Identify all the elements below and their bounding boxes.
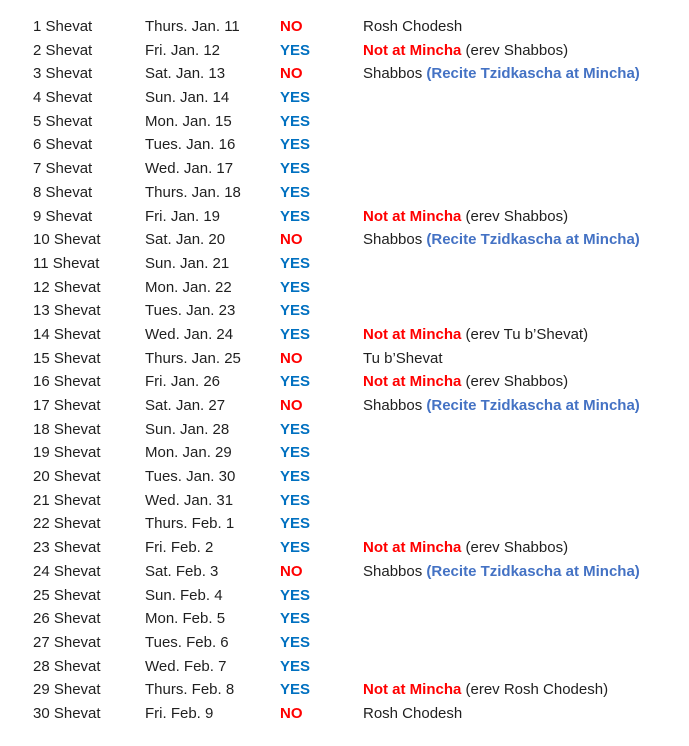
table-row [0,655,689,679]
tachanun-status: YES [280,468,311,486]
gregorian-date: Mon. Feb. 5 [145,610,226,628]
tachanun-status: YES [280,112,311,130]
tachanun-status: YES [280,657,311,675]
table-row [0,370,689,394]
table-row [0,702,689,726]
hebrew-date: 2 Shevat [33,41,93,59]
table-row [0,631,689,655]
table-row [0,418,689,442]
hebrew-date: 19 Shevat [33,444,101,462]
table-row [0,62,689,86]
hebrew-date: 3 Shevat [33,65,93,83]
tachanun-status: YES [280,41,311,59]
tachanun-status: YES [280,254,311,272]
tachanun-status: NO [280,231,303,249]
table-row [0,133,689,157]
hebrew-date: 9 Shevat [33,207,93,225]
gregorian-date: Sun. Jan. 21 [145,254,230,272]
note-text: Shabbos [363,562,427,580]
note-instruction: (Recite Tzidkascha at Mincha) [426,65,640,83]
tachanun-status: NO [280,704,303,722]
hebrew-date: 8 Shevat [33,183,93,201]
note [363,560,640,584]
hebrew-date: 5 Shevat [33,112,93,130]
gregorian-date: Thurs. Feb. 8 [145,681,235,699]
note [363,536,568,560]
note-warning: Not at Mincha [363,325,462,343]
tachanun-status: YES [280,302,311,320]
tachanun-status: NO [280,397,303,414]
gregorian-date: Sun. Jan. 28 [145,420,230,438]
hebrew-date: 26 Shevat [33,610,101,628]
gregorian-date: Fri. Jan. 19 [145,207,221,225]
tachanun-status: YES [280,610,311,628]
tachanun-status: YES [280,183,311,201]
gregorian-date: Sat. Jan. 13 [145,65,226,83]
table-row [0,205,689,229]
hebrew-date: 7 Shevat [33,160,93,178]
note [363,205,568,229]
hebrew-date: 27 Shevat [33,633,101,651]
hebrew-date: 18 Shevat [33,420,101,438]
gregorian-date: Sun. Feb. 4 [145,586,223,604]
table-row [0,465,689,489]
note-text: (erev Shabbos) [461,373,569,391]
table-row [0,441,689,465]
note [363,323,588,347]
table-row [0,276,689,300]
hebrew-date: 29 Shevat [33,681,101,699]
hebrew-date: 20 Shevat [33,468,101,486]
gregorian-date: Wed. Jan. 17 [145,160,234,178]
note [363,678,608,702]
note [363,394,640,418]
tachanun-status: YES [280,539,311,557]
hebrew-date: 16 Shevat [33,373,101,391]
note-text: (erev Tu b’Shevat) [461,325,589,343]
note [363,228,640,252]
gregorian-date: Thurs. Jan. 18 [145,183,241,201]
hebrew-date: 22 Shevat [33,515,101,533]
table-row [0,347,689,371]
note-instruction: (Recite Tzidkascha at Mincha) [426,397,640,414]
gregorian-date: Mon. Jan. 22 [145,278,232,296]
hebrew-date: 24 Shevat [33,562,101,580]
hebrew-date: 14 Shevat [33,325,101,343]
gregorian-date: Thurs. Jan. 11 [145,18,240,35]
gregorian-date: Tues. Jan. 16 [145,136,236,154]
hebrew-date: 1 Shevat [33,18,93,35]
note-text: Shabbos [363,65,427,83]
hebrew-date: 28 Shevat [33,657,101,675]
note-warning: Not at Mincha [363,681,462,699]
hebrew-date: 25 Shevat [33,586,101,604]
table-row [0,228,689,252]
table-row [0,560,689,584]
gregorian-date: Tues. Feb. 6 [145,633,229,651]
hebrew-date: 10 Shevat [33,231,101,249]
table-row [0,252,689,276]
gregorian-date: Mon. Jan. 29 [145,444,232,462]
tachanun-status: YES [280,325,311,343]
gregorian-date: Sat. Jan. 20 [145,231,226,249]
tachanun-status: YES [280,420,311,438]
tachanun-status: NO [280,18,303,35]
tachanun-status: NO [280,349,303,367]
table-row [0,536,689,560]
table-row [0,39,689,63]
note-warning: Not at Mincha [363,207,462,225]
table-row [0,489,689,513]
tachanun-status: YES [280,444,311,462]
table-row [0,607,689,631]
tachanun-status: YES [280,89,311,107]
tachanun-status: NO [280,562,303,580]
table-row [0,299,689,323]
gregorian-date: Sat. Jan. 27 [145,397,226,414]
note-text: (erev Shabbos) [461,41,569,59]
gregorian-date: Wed. Feb. 7 [145,657,227,675]
note [363,62,640,86]
tachanun-status: NO [280,65,303,83]
note-text: (erev Shabbos) [461,539,569,557]
table-row [0,110,689,134]
note-text: Rosh Chodesh [363,704,463,722]
tachanun-status: YES [280,373,311,391]
note-text: Rosh Chodesh [363,18,463,35]
hebrew-date: 6 Shevat [33,136,93,154]
hebrew-date: 4 Shevat [33,89,93,107]
gregorian-date: Sat. Feb. 3 [145,562,219,580]
note-text: Shabbos [363,231,427,249]
note-warning: Not at Mincha [363,373,462,391]
gregorian-date: Fri. Feb. 2 [145,539,214,557]
note-text: (erev Shabbos) [461,207,569,225]
tachanun-status: YES [280,515,311,533]
table-row [0,157,689,181]
table-row [0,394,689,418]
note-text: Tu b’Shevat [363,349,443,367]
table-row [0,323,689,347]
gregorian-date: Wed. Jan. 24 [145,325,234,343]
note [363,702,462,726]
tachanun-status: YES [280,633,311,651]
note-instruction: (Recite Tzidkascha at Mincha) [426,231,640,249]
tachanun-status: YES [280,586,311,604]
hebrew-date: 13 Shevat [33,302,101,320]
note-warning: Not at Mincha [363,41,462,59]
hebrew-date: 23 Shevat [33,539,101,557]
gregorian-date: Fri. Feb. 9 [145,704,214,722]
hebrew-date: 21 Shevat [33,491,101,509]
table-row [0,584,689,608]
gregorian-date: Mon. Jan. 15 [145,112,232,130]
tachanun-status: YES [280,136,311,154]
note [363,15,462,39]
gregorian-date: Tues. Jan. 30 [145,468,236,486]
tachanun-status: YES [280,681,311,699]
note-warning: Not at Mincha [363,539,462,557]
hebrew-date: 17 Shevat [33,397,101,414]
gregorian-date: Thurs. Jan. 25 [145,349,241,367]
note [363,347,443,371]
hebrew-date: 11 Shevat [33,254,100,272]
gregorian-date: Sun. Jan. 14 [145,89,230,107]
tachanun-status: YES [280,491,311,509]
gregorian-date: Wed. Jan. 31 [145,491,234,509]
table-row [0,678,689,702]
tachanun-schedule-table [0,15,689,726]
table-row [0,181,689,205]
tachanun-status: YES [280,207,311,225]
hebrew-date: 30 Shevat [33,704,101,722]
hebrew-date: 15 Shevat [33,349,101,367]
gregorian-date: Fri. Jan. 26 [145,373,221,391]
table-row [0,15,689,39]
note-text: (erev Rosh Chodesh) [461,681,609,699]
hebrew-date: 12 Shevat [33,278,101,296]
tachanun-status: YES [280,160,311,178]
table-row [0,86,689,110]
note [363,39,568,63]
gregorian-date: Tues. Jan. 23 [145,302,236,320]
note-text: Shabbos [363,397,427,414]
note-instruction: (Recite Tzidkascha at Mincha) [426,562,640,580]
gregorian-date: Thurs. Feb. 1 [145,515,235,533]
note [363,370,568,394]
tachanun-status: YES [280,278,311,296]
gregorian-date: Fri. Jan. 12 [145,41,221,59]
table-row [0,512,689,536]
